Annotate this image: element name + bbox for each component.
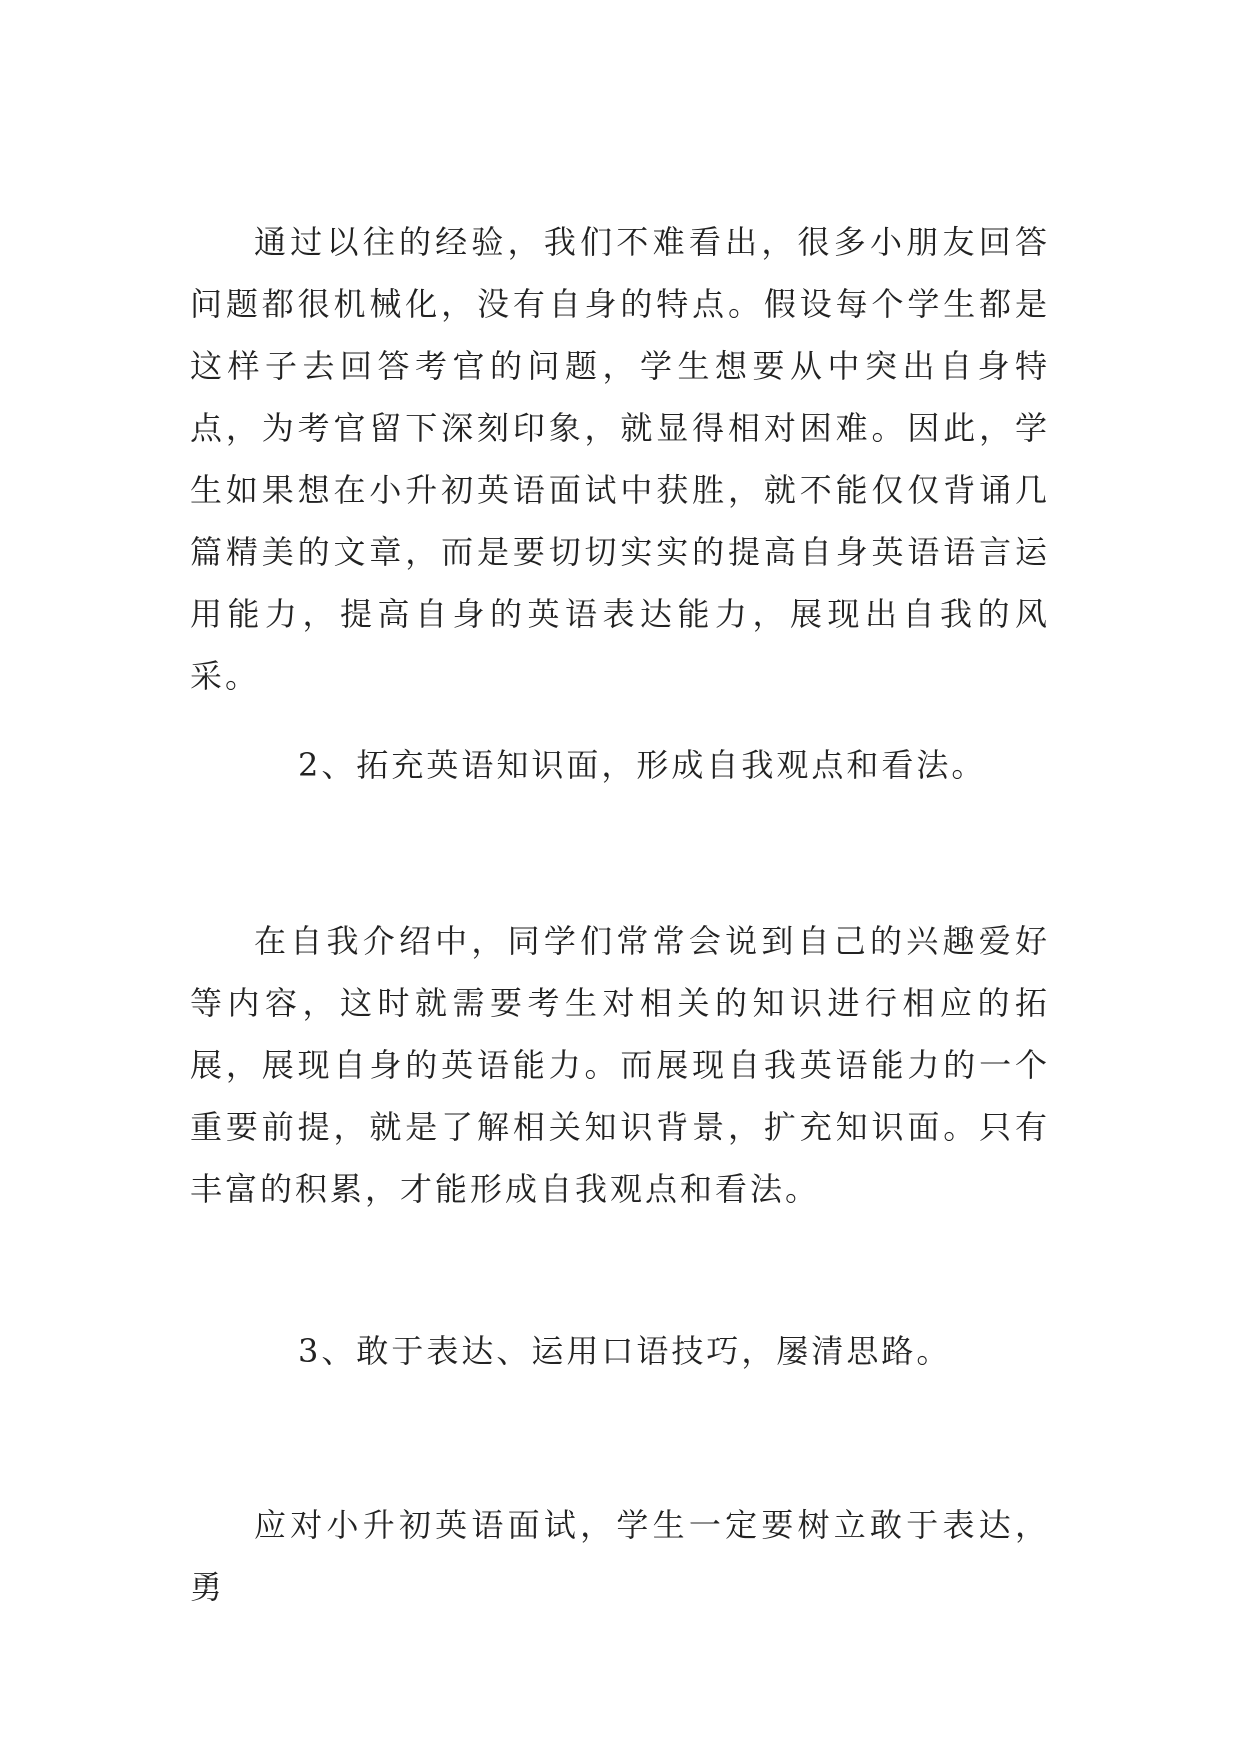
body-paragraph: 应对小升初英语面试，学生一定要树立敢于表达，勇 [190, 1506, 1050, 1606]
section-heading: 2、拓充英语知识面，形成自我观点和看法。 [298, 746, 987, 784]
section-heading: 3、敢于表达、运用口语技巧，屡清思路。 [298, 1332, 952, 1370]
body-paragraph: 在自我介绍中，同学们常常会说到自己的兴趣爱好等内容，这时就需要考生对相关的知识进行相应的拓展，展现自身的英语能力。而展现自我英语能力的一个重要前提，就是了解相关知识背景，扩充知识面。只有丰富的积累，才能形成自我观点和看法。 [190, 922, 1050, 1208]
body-paragraph: 通过以往的经验，我们不难看出，很多小朋友回答问题都很机械化，没有自身的特点。假设每个学生都是这样子去回答考官的问题，学生想要从中突出自身特点，为考官留下深刻印象，就显得相对困难。因此，学生如果想在小升初英语面试中获胜，就不能仅仅背诵几篇精美的文章，而是要切切实实的提高自身英语语言运用能力，提高自身的英语表达能力，展现出自我的风采。 [190, 223, 1050, 695]
